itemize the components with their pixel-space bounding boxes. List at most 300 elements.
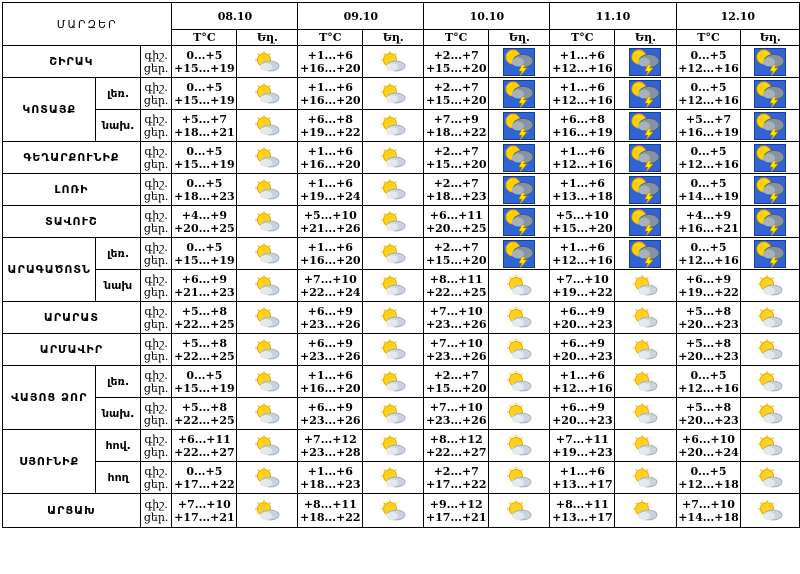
weather-cell [237,110,298,142]
sun-cloud-icon [505,307,533,329]
weather-cell [615,142,676,174]
night-temperature: +6...+11 [429,208,483,222]
weather-cell [237,206,298,238]
weather-cell [741,78,800,110]
night-temperature: +5...+8 [181,304,227,318]
time-of-day-labels [140,366,172,398]
date-header: 08.10 [172,3,298,30]
night-temperature: +9...+12 [429,497,483,511]
temperature-cell [298,366,363,398]
time-of-day-labels [140,142,172,174]
day-temperature: +16...+20 [300,61,361,75]
temperature-cell [298,142,363,174]
day-temperature: +17...+22 [425,477,487,491]
night-label: գիշ. [144,432,168,446]
temperature-cell [550,142,615,174]
thunderstorm-icon [629,208,661,236]
day-temperature: +19...+22 [300,125,361,139]
temperature-cell [550,270,615,302]
sun-cloud-icon [379,435,407,457]
day-temperature: +20...+23 [552,317,613,331]
forecast-table-wrapper [2,2,800,528]
weather-cell [489,78,550,110]
weather-cell [363,302,424,334]
temperature-cell [298,398,363,430]
temperature-cell [424,398,489,430]
region-row [3,270,800,302]
weather-cell [363,366,424,398]
thunderstorm-icon [503,48,535,76]
night-temperature: +6...+9 [559,400,605,414]
region-row [3,366,800,398]
weather-cell [741,238,800,270]
night-temperature: 0...+5 [690,80,727,94]
temperature-cell [676,302,741,334]
night-temperature: +2...+7 [433,80,479,94]
night-temperature: +5...+8 [181,336,227,350]
night-temperature: 0...+5 [690,240,727,254]
night-temperature: +1...+6 [559,48,605,62]
day-temperature: +20...+25 [174,221,235,235]
day-temperature: +15...+19 [174,93,235,107]
temperature-cell [172,398,237,430]
weather-cell [741,462,800,494]
day-temperature: +15...+20 [552,221,613,235]
sun-cloud-icon [253,179,281,201]
region-row [3,462,800,494]
night-label: գիշ. [144,48,168,62]
thunderstorm-icon [754,80,786,108]
night-temperature: +5...+10 [303,208,357,222]
time-of-day-labels [140,462,172,494]
thunderstorm-icon [629,144,661,172]
region-name: ՇԻՐԱԿ [3,46,141,78]
day-temperature: +13...+18 [552,189,613,203]
region-name: ՎԱՅՈՑ ՁՈՐ [3,366,96,430]
weather-cell [741,398,800,430]
page-title: ՄԱՐԶԵՐ [3,3,172,46]
weather-cell [237,462,298,494]
temperature-cell [298,302,363,334]
night-temperature: +2...+7 [433,464,479,478]
region-row [3,174,800,206]
day-temperature: +12...+16 [552,61,613,75]
sun-cloud-icon [756,435,784,457]
day-temperature: +23...+28 [300,445,361,459]
day-temperature: +15...+20 [425,93,487,107]
day-temperature: +20...+25 [425,221,487,235]
weather-cell [237,302,298,334]
weather-cell [615,430,676,462]
day-temperature: +15...+20 [425,61,487,75]
day-temperature: +12...+16 [678,157,739,171]
day-temperature: +20...+23 [552,349,613,363]
night-temperature: +6...+10 [682,432,735,446]
sun-cloud-icon [379,179,407,201]
weather-cell [489,366,550,398]
region-row [3,238,800,270]
night-temperature: +7...+12 [303,432,357,446]
temperature-cell [550,110,615,142]
night-temperature: +5...+7 [181,112,227,126]
weather-cell [489,398,550,430]
night-temperature: +6...+9 [307,304,353,318]
day-temperature: +15...+19 [174,253,235,267]
temperature-cell [550,238,615,270]
temperature-cell [298,206,363,238]
sun-cloud-icon [253,467,281,489]
night-temperature: +1...+6 [307,464,353,478]
sun-cloud-icon [631,339,659,361]
sun-cloud-icon [379,115,407,137]
weather-cell [489,46,550,78]
subregion-label: հող [96,462,140,494]
weather-cell [741,46,800,78]
subregion-label: լեռ. [96,366,140,398]
night-temperature: 0...+5 [690,176,727,190]
weather-column-header: Եղ. [363,30,424,46]
weather-cell [615,270,676,302]
sun-cloud-icon [379,307,407,329]
day-temperature: +18...+23 [174,189,235,203]
weather-cell [489,174,550,206]
temperature-cell [424,46,489,78]
night-temperature: +5...+7 [685,112,732,126]
day-temperature: +19...+22 [552,285,613,299]
weather-cell [741,494,800,528]
day-temperature: +12...+16 [678,61,739,75]
temperature-cell [424,494,489,528]
sun-cloud-icon [379,51,407,73]
region-row [3,334,800,366]
thunderstorm-icon [629,112,661,140]
day-temperature: +20...+23 [678,317,739,331]
time-of-day-labels [140,270,172,302]
weather-cell [615,334,676,366]
thunderstorm-icon [754,176,786,204]
day-temperature: +22...+25 [425,285,487,299]
sun-cloud-icon [379,403,407,425]
weather-cell [489,142,550,174]
day-label: ցեր. [143,125,169,139]
sun-cloud-icon [756,339,784,361]
day-label: ցեր. [143,253,169,267]
night-temperature: 0...+5 [186,144,223,158]
day-temperature: +22...+27 [425,445,487,459]
temperature-cell [424,462,489,494]
temp-column-header: T°C [424,30,489,46]
night-label: գիշ. [144,144,168,158]
sun-cloud-icon [253,339,281,361]
weather-cell [237,142,298,174]
region-name: ԱՐԱԳԱԾՈՏՆ [3,238,96,302]
night-temperature: +1...+6 [559,144,605,158]
day-label: ցեր. [143,445,169,459]
day-label: ցեր. [143,317,169,331]
night-temperature: +5...+8 [181,400,227,414]
night-temperature: +8...+12 [429,432,483,446]
temperature-cell [424,206,489,238]
sun-cloud-icon [505,275,533,297]
temperature-cell [298,78,363,110]
sun-cloud-icon [756,403,784,425]
time-of-day-labels [140,238,172,270]
day-label: ցեր. [143,510,169,524]
time-of-day-labels [140,206,172,238]
thunderstorm-icon [503,208,535,236]
thunderstorm-icon [503,112,535,140]
region-row [3,142,800,174]
temperature-cell [550,174,615,206]
day-temperature: +20...+23 [678,413,739,427]
night-label: գիշ. [144,368,168,382]
day-temperature: +17...+21 [425,510,487,524]
day-temperature: +23...+26 [425,349,487,363]
temperature-cell [424,302,489,334]
night-temperature: 0...+5 [186,80,223,94]
day-temperature: +16...+20 [300,253,361,267]
sun-cloud-icon [253,500,281,522]
day-temperature: +12...+16 [552,93,613,107]
day-temperature: +19...+23 [552,445,613,459]
weather-cell [237,238,298,270]
weather-column-header: Եղ. [741,30,800,46]
night-temperature: +2...+7 [433,240,479,254]
night-temperature: +7...+10 [429,336,483,350]
night-temperature: +1...+6 [307,368,353,382]
day-temperature: +13...+17 [552,510,613,524]
thunderstorm-icon [503,240,535,268]
day-temperature: +21...+26 [300,221,361,235]
thunderstorm-icon [503,144,535,172]
day-temperature: +16...+21 [678,221,739,235]
temperature-cell [424,366,489,398]
night-temperature: +1...+6 [307,240,353,254]
night-temperature: 0...+5 [186,464,223,478]
night-temperature: +6...+9 [307,336,353,350]
night-label: գիշ. [144,304,168,318]
date-header: 11.10 [550,3,676,30]
night-temperature: +7...+10 [682,497,735,511]
day-temperature: +22...+25 [174,317,235,331]
weather-cell [489,334,550,366]
sun-cloud-icon [631,403,659,425]
regional-forecast-table [2,2,800,528]
weather-cell [237,46,298,78]
sun-cloud-icon [505,500,533,522]
night-temperature: 0...+5 [186,368,223,382]
subregion-label: նախ. [96,110,140,142]
sun-cloud-icon [379,243,407,265]
region-row [3,78,800,110]
weather-cell [489,110,550,142]
night-temperature: +6...+9 [307,400,353,414]
temperature-cell [550,494,615,528]
weather-cell [237,174,298,206]
temperature-cell [172,174,237,206]
thunderstorm-icon [503,80,535,108]
day-temperature: +23...+26 [425,317,487,331]
day-temperature: +16...+19 [678,125,739,139]
sun-cloud-icon [253,275,281,297]
night-label: գիշ. [144,464,168,478]
temperature-cell [424,110,489,142]
day-temperature: +20...+24 [678,445,739,459]
sun-cloud-icon [379,339,407,361]
temperature-cell [676,46,741,78]
sun-cloud-icon [379,147,407,169]
night-temperature: +6...+11 [177,432,231,446]
weather-cell [363,238,424,270]
day-temperature: +12...+16 [678,381,739,395]
weather-cell [237,398,298,430]
day-temperature: +15...+19 [174,61,235,75]
night-temperature: +6...+8 [307,112,353,126]
temperature-cell [298,430,363,462]
day-label: ցեր. [143,157,169,171]
sun-cloud-icon [253,307,281,329]
sun-cloud-icon [379,83,407,105]
night-temperature: 0...+5 [690,368,727,382]
weather-cell [363,398,424,430]
temperature-cell [172,78,237,110]
weather-cell [615,110,676,142]
night-temperature: +1...+6 [559,240,605,254]
weather-cell [363,110,424,142]
temperature-cell [424,142,489,174]
temperature-cell [676,110,741,142]
weather-cell [741,142,800,174]
weather-cell [489,462,550,494]
night-temperature: +6...+9 [559,336,605,350]
region-row [3,46,800,78]
region-row [3,494,800,528]
day-temperature: +15...+20 [425,381,487,395]
day-label: ցեր. [143,349,169,363]
temperature-cell [676,462,741,494]
day-temperature: +12...+16 [678,93,739,107]
temperature-cell [550,302,615,334]
thunderstorm-icon [503,176,535,204]
region-name: ՏԱՎՈՒՇ [3,206,141,238]
weather-cell [615,46,676,78]
thunderstorm-icon [629,240,661,268]
time-of-day-labels [140,46,172,78]
day-temperature: +19...+22 [678,285,739,299]
night-temperature: 0...+5 [690,144,727,158]
day-temperature: +16...+20 [300,157,361,171]
night-temperature: +8...+11 [555,497,609,511]
weather-cell [237,334,298,366]
date-header: 10.10 [424,3,550,30]
temperature-cell [550,206,615,238]
region-row [3,430,800,462]
weather-cell [363,462,424,494]
thunderstorm-icon [629,80,661,108]
night-temperature: +7...+10 [429,400,483,414]
night-temperature: +7...+9 [433,112,479,126]
time-of-day-labels [140,78,172,110]
region-row [3,302,800,334]
sun-cloud-icon [379,500,407,522]
night-temperature: +1...+6 [307,48,353,62]
weather-cell [741,110,800,142]
temperature-cell [676,78,741,110]
time-of-day-labels [140,398,172,430]
time-of-day-labels [140,494,172,528]
night-label: գիշ. [144,400,168,414]
night-temperature: +4...+9 [685,208,732,222]
weather-cell [615,174,676,206]
temperature-cell [676,142,741,174]
weather-cell [615,398,676,430]
time-of-day-labels [140,430,172,462]
sun-cloud-icon [756,500,784,522]
night-temperature: +6...+9 [181,272,227,286]
temperature-cell [298,110,363,142]
date-header: 12.10 [676,3,799,30]
subregion-label: նախ [96,270,140,302]
weather-cell [741,206,800,238]
weather-cell [489,494,550,528]
temp-column-header: T°C [676,30,741,46]
subregion-label: նախ. [96,398,140,430]
sun-cloud-icon [505,339,533,361]
night-temperature: +2...+7 [433,48,479,62]
temperature-cell [676,494,741,528]
weather-column-header: Եղ. [237,30,298,46]
temperature-cell [676,174,741,206]
sun-cloud-icon [253,147,281,169]
weather-cell [489,430,550,462]
day-label: ցեր. [143,61,169,75]
time-of-day-labels [140,302,172,334]
day-temperature: +12...+18 [678,477,739,491]
night-temperature: 0...+5 [186,176,223,190]
night-temperature: +1...+6 [307,80,353,94]
day-temperature: +13...+17 [552,477,613,491]
weather-cell [237,366,298,398]
thunderstorm-icon [754,240,786,268]
night-label: գիշ. [144,176,168,190]
weather-cell [615,302,676,334]
weather-cell [489,270,550,302]
weather-cell [741,174,800,206]
day-label: ցեր. [143,413,169,427]
night-temperature: +6...+9 [685,272,732,286]
night-temperature: +5...+8 [685,336,732,350]
night-temperature: +8...+11 [429,272,483,286]
weather-cell [489,206,550,238]
weather-cell [615,462,676,494]
night-temperature: +7...+10 [555,272,609,286]
sun-cloud-icon [379,467,407,489]
thunderstorm-icon [754,112,786,140]
temperature-cell [424,238,489,270]
night-temperature: +8...+11 [303,497,357,511]
sun-cloud-icon [253,371,281,393]
temperature-cell [298,238,363,270]
region-row [3,206,800,238]
sun-cloud-icon [253,51,281,73]
sun-cloud-icon [631,500,659,522]
temperature-cell [298,46,363,78]
temperature-cell [676,366,741,398]
temperature-cell [424,270,489,302]
day-temperature: +22...+27 [174,445,235,459]
temperature-cell [172,302,237,334]
day-temperature: +18...+22 [425,125,487,139]
